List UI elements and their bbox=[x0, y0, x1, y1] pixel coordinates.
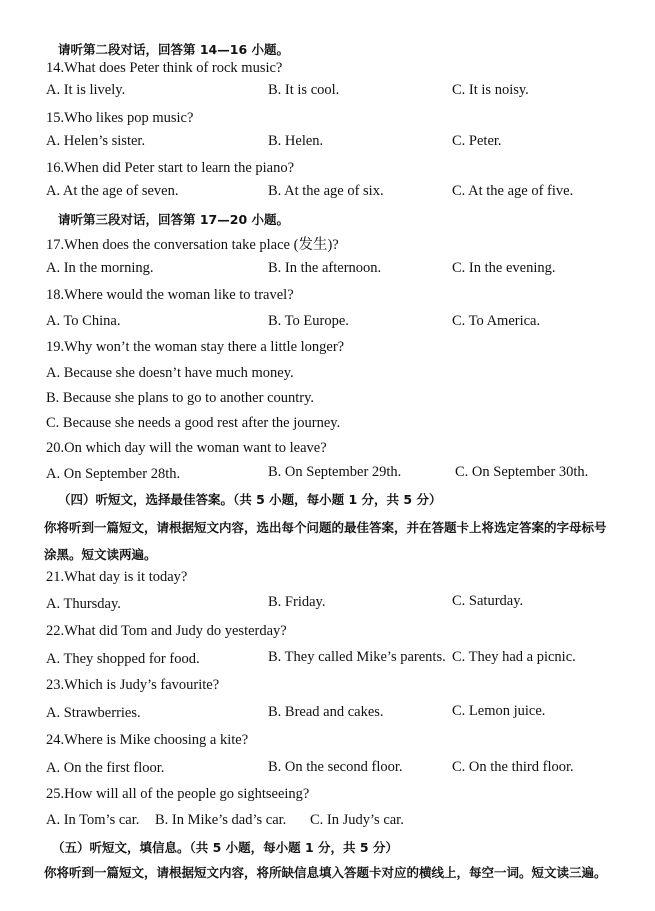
question-24: 24.Where is Mike choosing a kite? bbox=[46, 732, 249, 748]
q18-option-c: C. To America. bbox=[452, 313, 541, 329]
q23-option-b: B. Bread and cakes. bbox=[268, 704, 384, 720]
question-19: 19.Why won’t the woman stay there a little longer? bbox=[46, 339, 345, 355]
q14-option-a: A. It is lively. bbox=[46, 82, 126, 98]
q19-option-c: C. Because she needs a good rest after the journey. bbox=[46, 415, 341, 431]
question-18: 18.Where would the woman like to travel? bbox=[46, 287, 294, 303]
part-4-description-line-1: 你将听到一篇短文，请根据短文内容，选出每个问题的最佳答案，并在答题卡上将选定答案的字母标号 bbox=[44, 520, 607, 535]
q21-option-a: A. Thursday. bbox=[46, 596, 121, 612]
q24-option-a: A. On the first floor. bbox=[46, 760, 165, 776]
q22-option-c: C. They had a picnic. bbox=[452, 649, 576, 665]
q23-option-c: C. Lemon juice. bbox=[452, 703, 546, 719]
q15-option-b: B. Helen. bbox=[268, 133, 324, 149]
question-21: 21.What day is it today? bbox=[46, 569, 188, 585]
part-5-title: （五）听短文，填信息。（共 5 小题，每小题 1 分，共 5 分） bbox=[52, 840, 398, 855]
question-15: 15.Who likes pop music? bbox=[46, 110, 194, 126]
q14-option-b: B. It is cool. bbox=[268, 82, 340, 98]
part-4-title: （四）听短文，选择最佳答案。（共 5 小题，每小题 1 分，共 5 分） bbox=[58, 492, 442, 507]
q17-option-b: B. In the afternoon. bbox=[268, 260, 382, 276]
question-16: 16.When did Peter start to learn the piano? bbox=[46, 160, 295, 176]
q14-option-c: C. It is noisy. bbox=[452, 82, 529, 98]
q24-option-b: B. On the second floor. bbox=[268, 759, 403, 775]
q17-option-c: C. In the evening. bbox=[452, 260, 556, 276]
q15-option-c: C. Peter. bbox=[452, 133, 502, 149]
q18-option-a: A. To China. bbox=[46, 313, 121, 329]
q20-option-a: A. On September 28th. bbox=[46, 466, 181, 482]
q25-option-b: B. In Mike’s dad’s car. bbox=[155, 812, 287, 828]
q23-option-a: A. Strawberries. bbox=[46, 705, 141, 721]
q16-option-b: B. At the age of six. bbox=[268, 183, 384, 199]
question-22: 22.What did Tom and Judy do yesterday? bbox=[46, 623, 287, 639]
q16-option-a: A. At the age of seven. bbox=[46, 183, 179, 199]
question-17: 17.When does the conversation take place (发生)? bbox=[46, 237, 339, 253]
q21-option-c: C. Saturday. bbox=[452, 593, 524, 609]
section-2-instruction: 请听第二段对话，回答第 14—16 小题。 bbox=[58, 42, 289, 57]
question-14: 14.What does Peter think of rock music? bbox=[46, 60, 283, 76]
part-5-description: 你将听到一篇短文，请根据短文内容，将所缺信息填入答题卡对应的横线上，每空一词。短文读三遍。 bbox=[44, 865, 607, 880]
q19-option-b: B. Because she plans to go to another country. bbox=[46, 390, 315, 406]
part-4-description-line-2: 涂黑。短文读两遍。 bbox=[44, 547, 157, 562]
q15-option-a: A. Helen’s sister. bbox=[46, 133, 146, 149]
q19-option-a: A. Because she doesn’t have much money. bbox=[46, 365, 294, 381]
question-23: 23.Which is Judy’s favourite? bbox=[46, 677, 220, 693]
q16-option-c: C. At the age of five. bbox=[452, 183, 574, 199]
q25-option-a: A. In Tom’s car. bbox=[46, 812, 140, 828]
question-20: 20.On which day will the woman want to leave? bbox=[46, 440, 327, 456]
q17-option-a: A. In the morning. bbox=[46, 260, 154, 276]
q18-option-b: B. To Europe. bbox=[268, 313, 349, 329]
q20-option-b: B. On September 29th. bbox=[268, 464, 402, 480]
q21-option-b: B. Friday. bbox=[268, 594, 326, 610]
question-25: 25.How will all of the people go sightseeing? bbox=[46, 786, 310, 802]
q24-option-c: C. On the third floor. bbox=[452, 759, 574, 775]
q22-option-b: B. They called Mike’s parents. bbox=[268, 649, 446, 665]
q22-option-a: A. They shopped for food. bbox=[46, 651, 200, 667]
q20-option-c: C. On September 30th. bbox=[455, 464, 589, 480]
section-3-instruction: 请听第三段对话，回答第 17—20 小题。 bbox=[58, 212, 289, 227]
q25-option-c: C. In Judy’s car. bbox=[310, 812, 404, 828]
